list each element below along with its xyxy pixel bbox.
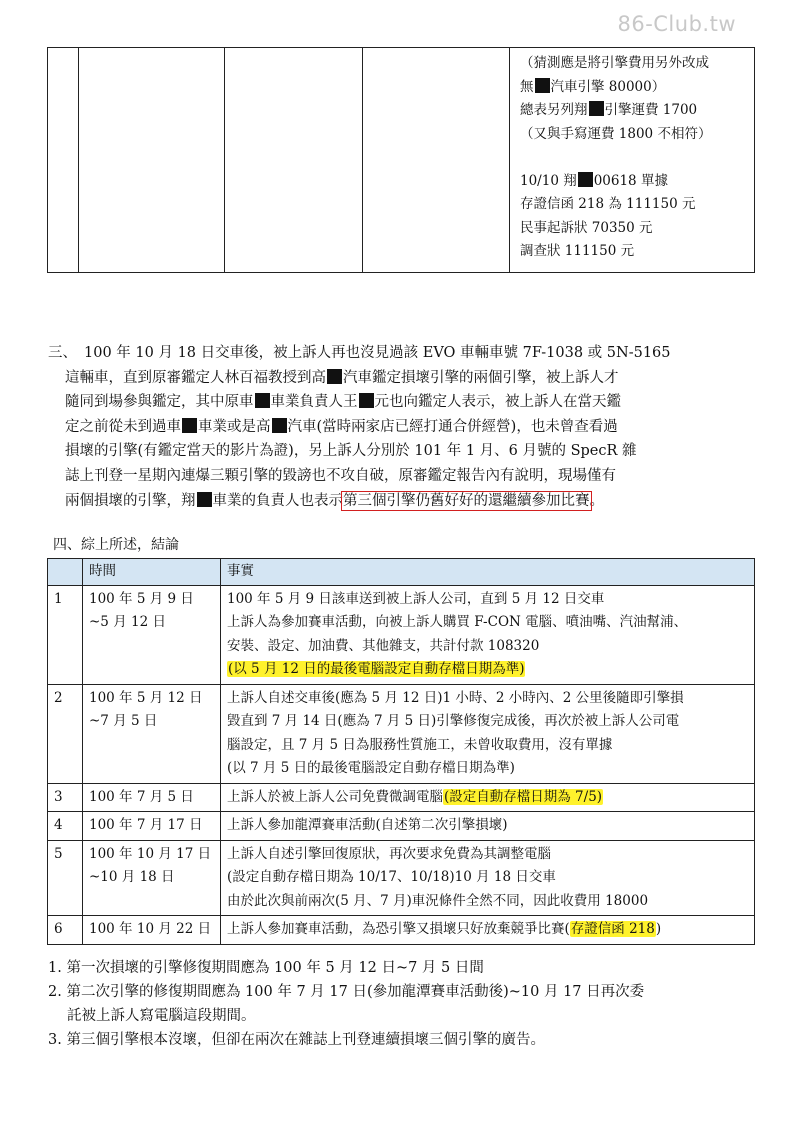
time-line: ~7 月 5 日 xyxy=(89,713,158,729)
row-number: 6 xyxy=(48,916,83,945)
paragraph-line xyxy=(48,464,671,489)
highlighted-text: (設定自動存檔日期為 7/5) xyxy=(444,788,603,805)
row-number: 3 xyxy=(48,783,83,812)
text-segment: 損壞的引擎(有鑑定當天的影片為證)，另上訴人分別於 101 年 1 月、6 月號的 SpecR 雜 xyxy=(65,443,637,460)
redaction-block xyxy=(327,369,342,384)
fact-line xyxy=(227,843,748,867)
header-time: 時間 xyxy=(83,559,221,586)
text-segment: 調查狀 111150 元 xyxy=(520,243,635,259)
conclusions-list xyxy=(48,956,763,1052)
text-segment: 汽車鑑定損壞引擎的兩個引擎，被上訴人才 xyxy=(343,369,619,386)
conclusion-table xyxy=(47,558,755,945)
note-line xyxy=(520,76,748,100)
row-number: 5 xyxy=(48,840,83,916)
text-segment: 引擎運費 1700 xyxy=(604,102,698,118)
empty-cell xyxy=(48,48,79,273)
header-facts: 事實 xyxy=(221,559,755,586)
text-segment: 車業或是高 xyxy=(198,418,271,435)
text-segment: 這輛車，直到原審鑑定人林百福教授到高 xyxy=(65,369,326,386)
text-segment: 上訴人為參加賽車活動，向被上訴人購買 F-CON 電腦、噴油嘴、汽油幫浦、 xyxy=(227,614,688,630)
text-segment: 總表另列翔 xyxy=(520,102,588,118)
text-segment: 腦設定，且 7 月 5 日為服務性質施工，未曾收取費用，沒有單據 xyxy=(227,736,613,753)
conclusion-item xyxy=(48,1028,763,1052)
note-line xyxy=(520,217,748,241)
row-facts xyxy=(221,783,755,812)
paragraph-line xyxy=(48,489,671,514)
time-line: ~10 月 18 日 xyxy=(89,869,175,885)
fact-line xyxy=(227,814,748,838)
highlighted-text: 存證信函 218 xyxy=(570,921,655,937)
redaction-block xyxy=(182,418,197,433)
row-facts xyxy=(221,585,755,684)
empty-cell xyxy=(225,48,363,273)
row-facts xyxy=(221,916,755,945)
text-segment: 100 年 5 月 9 日該車送到被上訴人公司，直到 5 月 12 日交車 xyxy=(227,590,605,607)
table-row xyxy=(48,783,755,812)
fact-line xyxy=(227,918,748,942)
text-segment: 100 年 10 月 18 日交車後，被上訴人再也沒見過該 EVO 車輛車號 7F-1038 或 5N-5165 xyxy=(84,345,671,361)
time-line: 100 年 10 月 22 日 xyxy=(89,921,212,937)
table-row xyxy=(48,684,755,783)
row-facts xyxy=(221,840,755,916)
text-segment: 無 xyxy=(520,78,534,95)
fact-line xyxy=(227,611,748,635)
redaction-block xyxy=(272,418,287,433)
paragraph-line xyxy=(48,415,671,440)
redaction-block xyxy=(197,492,212,507)
text-segment: 誌上刊登一星期內連爆三顆引擎的毀謗也不攻自破，原審鑑定報告內有說明，現場僅有 xyxy=(65,467,616,484)
section-4-title: 四、綜上所述，結論 xyxy=(53,537,179,553)
text-segment: 。 xyxy=(589,492,604,509)
text-segment: 10/10 翔 xyxy=(520,172,577,189)
text-segment: 兩個損壞的引擎，翔 xyxy=(65,492,196,509)
note-line xyxy=(520,170,748,194)
fact-line xyxy=(227,635,748,659)
row-facts xyxy=(221,684,755,783)
text-segment: 汽車引擎 80000） xyxy=(550,78,666,95)
text-segment: ) xyxy=(655,921,662,937)
watermark: 86-Club.tw xyxy=(617,12,736,36)
fact-line xyxy=(227,710,748,734)
boxed-quote: 第三個引擎仍舊好好的還繼續參加比賽 xyxy=(343,492,590,509)
conclusion-item xyxy=(48,956,763,980)
text-segment: (設定自動存檔日期為 10/17、10/18)10 月 18 日交車 xyxy=(227,869,556,885)
text-segment: 上訴人於被上訴人公司免費微調電腦 xyxy=(227,788,443,805)
note-line xyxy=(520,99,748,123)
row-time xyxy=(83,684,221,783)
text-segment: 民事起訴狀 70350 元 xyxy=(520,219,653,236)
time-line: ~5 月 12 日 xyxy=(89,614,166,630)
fact-line xyxy=(227,786,748,810)
row-time xyxy=(83,812,221,841)
time-line: 100 年 7 月 5 日 xyxy=(89,788,194,805)
row-number: 4 xyxy=(48,812,83,841)
row-time xyxy=(83,840,221,916)
note-line xyxy=(520,123,748,147)
conclusion-line: 2. 第二次引擎的修復期間應為 100 年 7 月 17 日(參加龍潭賽車活動後)~10 月 17 日再次委 xyxy=(48,984,645,1000)
fact-line xyxy=(227,588,748,612)
note-line xyxy=(520,52,748,76)
redaction-block xyxy=(589,101,604,116)
fact-line xyxy=(227,658,748,682)
text-segment: 定之前從未到過車 xyxy=(65,418,181,435)
highlighted-text: (以 5 月 12 日的最後電腦設定自動存檔日期為準) xyxy=(228,661,525,677)
text-segment: 00618 單據 xyxy=(593,172,668,189)
redaction-block xyxy=(255,393,270,408)
text-segment: 車業的負責人也表示 xyxy=(212,492,343,509)
empty-cell xyxy=(79,48,225,273)
table-row xyxy=(48,916,755,945)
text-segment: （又與手寫運費 1800 不相符） xyxy=(520,125,712,142)
fact-line xyxy=(227,734,748,758)
row-facts xyxy=(221,812,755,841)
table-row xyxy=(48,840,755,916)
fact-line xyxy=(227,687,748,711)
table-header-row xyxy=(48,559,755,586)
table-row xyxy=(48,812,755,841)
text-segment: 上訴人參加賽車活動，為恐引擎又損壞只好放棄競爭比賽( xyxy=(227,921,570,937)
redaction-block xyxy=(578,172,593,187)
time-line: 100 年 5 月 9 日 xyxy=(89,590,194,607)
conclusion-line: 1. 第一次損壞的引擎修復期間應為 100 年 5 月 12 日~7 月 5 日間 xyxy=(48,960,484,976)
time-line: 100 年 7 月 17 日 xyxy=(89,817,203,833)
text-segment: 上訴人參加龍潭賽車活動(自述第二次引擎損壞) xyxy=(227,817,508,833)
text-segment: (以 7 月 5 日的最後電腦設定自動存檔日期為準) xyxy=(227,760,515,776)
text-segment: 隨同到場參與鑑定，其中原車 xyxy=(65,394,254,411)
text-segment: 元也向鑑定人表示，被上訴人在當天鑑 xyxy=(374,394,621,411)
conclusion-line: 3. 第三個引擎根本沒壞，但卻在兩次在雜誌上刊登連續損壞三個引擎的廣告。 xyxy=(48,1032,545,1048)
time-line: 100 年 10 月 17 日 xyxy=(89,845,212,862)
paragraph-line xyxy=(48,366,671,391)
paragraph-line xyxy=(48,439,671,464)
paragraph-number: 三、 xyxy=(48,345,77,361)
row-number: 1 xyxy=(48,585,83,684)
conclusion-line: 託被上訴人寫電腦這段期間。 xyxy=(67,1008,256,1024)
notes-cell xyxy=(510,48,755,273)
row-time xyxy=(83,783,221,812)
fact-line xyxy=(227,866,748,890)
header-no xyxy=(48,559,83,586)
paragraph-line xyxy=(48,341,671,366)
text-segment: 汽車(當時兩家店已經打通合併經營)，也未曾查看過 xyxy=(287,418,618,435)
text-segment: 由於此次與前兩次(5 月、7 月)車況條件全然不同，因此收費用 18000 xyxy=(227,892,649,909)
row-number: 2 xyxy=(48,684,83,783)
note-line xyxy=(520,193,748,217)
paragraph-line xyxy=(48,390,671,415)
text-segment: 存證信函 218 為 111150 元 xyxy=(520,196,696,212)
text-segment: 上訴人自述交車後(應為 5 月 12 日)1 小時、2 小時內、2 公里後隨即引擎損 xyxy=(227,689,684,706)
note-line xyxy=(520,146,748,170)
continuation-table xyxy=(47,47,755,273)
redaction-block xyxy=(535,78,550,93)
fact-line xyxy=(227,890,748,914)
row-time xyxy=(83,585,221,684)
text-segment: 安裝、設定、加油費、其他雜支，共計付款 108320 xyxy=(227,637,540,654)
text-segment: 毀直到 7 月 14 日(應為 7 月 5 日)引擎修復完成後，再次於被上訴人公司電 xyxy=(227,713,680,729)
row-time xyxy=(83,916,221,945)
text-segment: 上訴人自述引擎回復原狀，再次要求免費為其調整電腦 xyxy=(227,845,551,862)
text-segment: （猜測應是將引擎費用另外改成 xyxy=(520,55,709,71)
table-row xyxy=(48,585,755,684)
note-line xyxy=(520,240,748,264)
empty-cell xyxy=(363,48,510,273)
conclusion-item xyxy=(48,980,763,1028)
redaction-block xyxy=(359,393,374,408)
fact-line xyxy=(227,757,748,781)
text-segment: 車業負責人王 xyxy=(270,394,358,411)
time-line: 100 年 5 月 12 日 xyxy=(89,689,203,706)
